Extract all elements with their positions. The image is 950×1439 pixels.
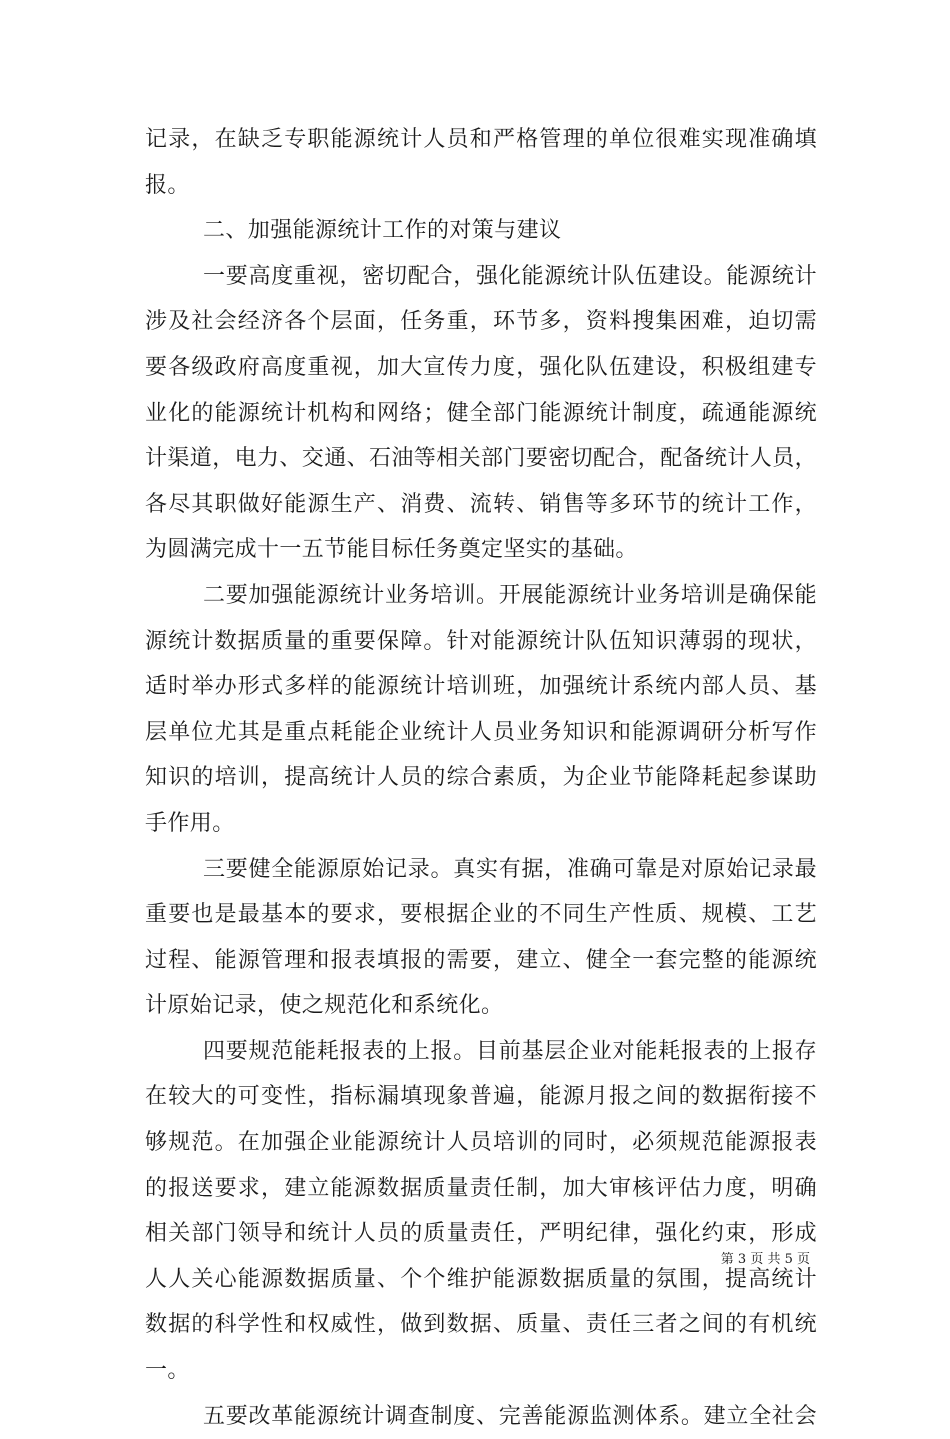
paragraph [145,208,817,254]
text-line: 涉及社会经济各个层面，任务重，环节多，资料搜集困难，迫切需 [145,309,817,335]
text-line: 一要高度重视，密切配合，强化能源统计队伍建设。能源统计 [203,263,817,289]
text-line: 三要健全能源原始记录。真实有据，准确可靠是对原始记录最 [203,856,817,882]
text-line: 业化的能源统计机构和网络；健全部门能源统计制度，疏通能源统 [145,400,817,426]
text-line: 手作用。 [145,810,235,836]
text-line: 源统计数据质量的重要保障。针对能源统计队伍知识薄弱的现状， [145,628,817,654]
paragraph [145,1394,817,1439]
paragraph [145,117,817,208]
text-line: 够规范。在加强企业能源统计人员培训的同时，必须规范能源报表 [145,1130,817,1156]
document-body [145,117,817,1439]
text-line: 计渠道，电力、交通、石油等相关部门要密切配合，配备统计人员， [145,446,818,472]
text-line: 报。 [145,172,190,198]
paragraph [145,1029,817,1394]
text-line: 的报送要求，建立能源数据质量责任制，加大审核评估力度，明确 [145,1175,817,1201]
text-line: 五要改革能源统计调查制度、完善能源监测体系。建立全社会 [203,1403,817,1429]
text-line: 重要也是最基本的要求，要根据企业的不同生产性质、规模、工艺 [145,902,817,928]
text-line: 二要加强能源统计业务培训。开展能源统计业务培训是确保能 [203,582,817,608]
text-line: 层单位尤其是重点耗能企业统计人员业务知识和能源调研分析写作 [145,719,817,745]
text-line: 数据的科学性和权威性，做到数据、质量、责任三者之间的有机统 [145,1312,817,1338]
text-line: 人人关心能源数据质量、个个维护能源数据质量的氛围，提高统计 [145,1266,817,1292]
text-line: 相关部门领导和统计人员的质量责任，严明纪律，强化约束，形成 [145,1221,817,1247]
paragraph [145,573,817,847]
text-line: 知识的培训，提高统计人员的综合素质，为企业节能降耗起参谋助 [145,765,817,791]
text-line: 要各级政府高度重视，加大宣传力度，强化队伍建设，积极组建专 [145,354,817,380]
page-number: 第 3 页 共 5 页 [720,1252,810,1267]
text-line: 在较大的可变性，指标漏填现象普遍，能源月报之间的数据衔接不 [145,1084,817,1110]
text-line: 适时举办形式多样的能源统计培训班，加强统计系统内部人员、基 [145,674,817,700]
paragraph [145,847,817,1029]
text-line: 各尽其职做好能源生产、消费、流转、销售等多环节的统计工作， [145,491,817,517]
text-line: 为圆满完成十一五节能目标任务奠定坚实的基础。 [145,537,638,563]
text-line: 一。 [145,1358,190,1384]
text-line: 计原始记录，使之规范化和系统化。 [145,993,504,1019]
text-line: 记录，在缺乏专职能源统计人员和严格管理的单位很难实现准确填 [145,127,817,152]
paragraph [145,254,817,573]
text-line: 过程、能源管理和报表填报的需要，建立、健全一套完整的能源统 [145,947,817,973]
text-line: 二、加强能源统计工作的对策与建议 [203,218,562,244]
text-line: 四要规范能耗报表的上报。目前基层企业对能耗报表的上报存 [203,1038,817,1064]
